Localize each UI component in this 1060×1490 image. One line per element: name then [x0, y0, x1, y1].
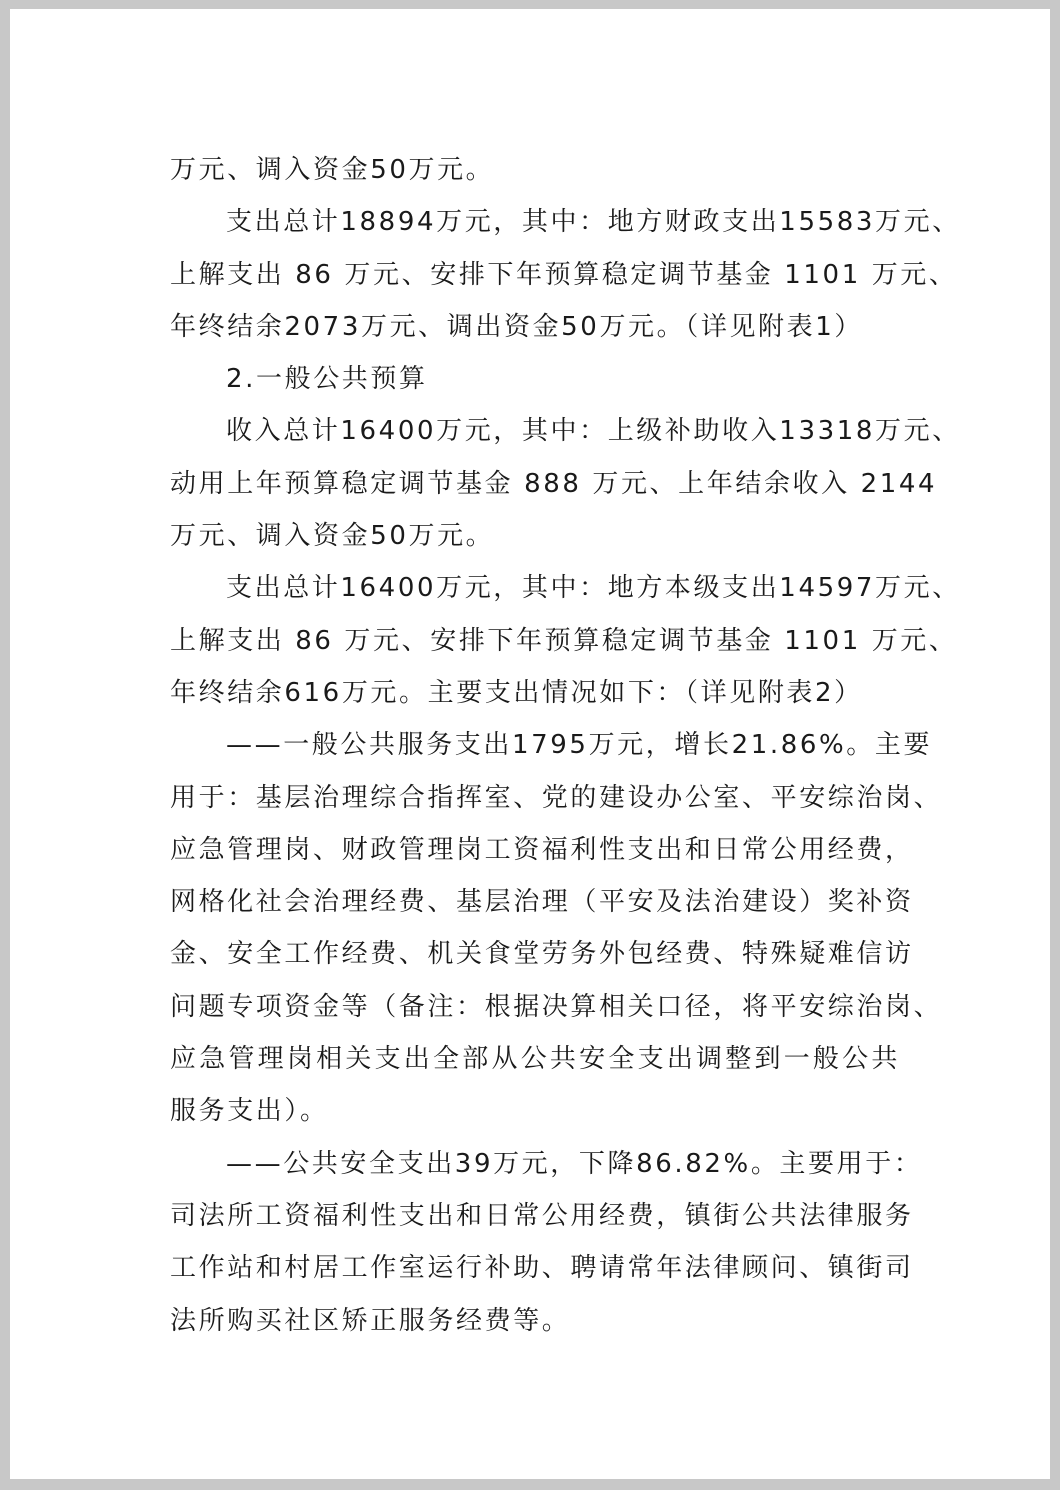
text-line: 用于：基层治理综合指挥室、党的建设办公室、平安综治岗、 [170, 782, 943, 813]
paragraph-general-expenditure [170, 562, 961, 719]
text-line: 工作站和村居工作室运行补助、聘请常年法律顾问、镇街司 [170, 1253, 914, 1284]
text-line: 万元、调入资金50万元。 [170, 521, 495, 552]
text-line: ——一般公共服务支出1795万元，增长21.86%。主要 [226, 730, 933, 761]
document-page [10, 9, 1050, 1479]
paragraph-public-safety [170, 1138, 923, 1347]
text-line: 金、安全工作经费、机关食堂劳务外包经费、特殊疑难信访 [170, 939, 914, 970]
text-line: 司法所工资福利性支出和日常公用经费，镇街公共法律服务 [170, 1200, 914, 1231]
paragraph-general-income [170, 405, 961, 562]
text-line: 动用上年预算稳定调节基金 888 万元、上年结余收入 2144 [170, 468, 938, 499]
text-line: 上解支出 86 万元、安排下年预算稳定调节基金 1101 万元、 [170, 625, 958, 656]
text-line: 上解支出 86 万元、安排下年预算稳定调节基金 1101 万元、 [170, 259, 958, 290]
text-line: ——公共安全支出39万元，下降86.82%。主要用于： [226, 1148, 923, 1179]
text-line: 年终结余2073万元、调出资金50万元。（详见附表1） [170, 311, 863, 342]
text-line: 问题专项资金等（备注：根据决算相关口径，将平安综治岗、 [170, 991, 943, 1022]
text-line: 收入总计16400万元，其中：上级补助收入13318万元、 [226, 416, 961, 447]
text-line: 法所购买社区矫正服务经费等。 [170, 1305, 571, 1336]
paragraph-income-continuation [170, 144, 900, 196]
text-line: 应急管理岗相关支出全部从公共安全支出调整到一般公共 [170, 1044, 900, 1075]
document-body [170, 144, 961, 1347]
text-line: 应急管理岗、财政管理岗工资福利性支出和日常公用经费， [170, 834, 914, 865]
section-heading-general-budget: 2.一般公共预算 [226, 364, 428, 395]
text-line: 网格化社会治理经费、基层治理（平安及法治建设）奖补资 [170, 887, 914, 918]
text-line: 支出总计18894万元，其中：地方财政支出15583万元、 [226, 207, 961, 238]
paragraph-public-service [170, 719, 943, 1137]
paragraph-total-expenditure [170, 196, 961, 353]
text-line: 支出总计16400万元，其中：地方本级支出14597万元、 [226, 573, 961, 604]
text-line: 年终结余616万元。主要支出情况如下：（详见附表2） [170, 677, 863, 708]
text-line: 服务支出）。 [170, 1096, 329, 1127]
text-line: 万元、调入资金50万元。 [170, 155, 495, 185]
